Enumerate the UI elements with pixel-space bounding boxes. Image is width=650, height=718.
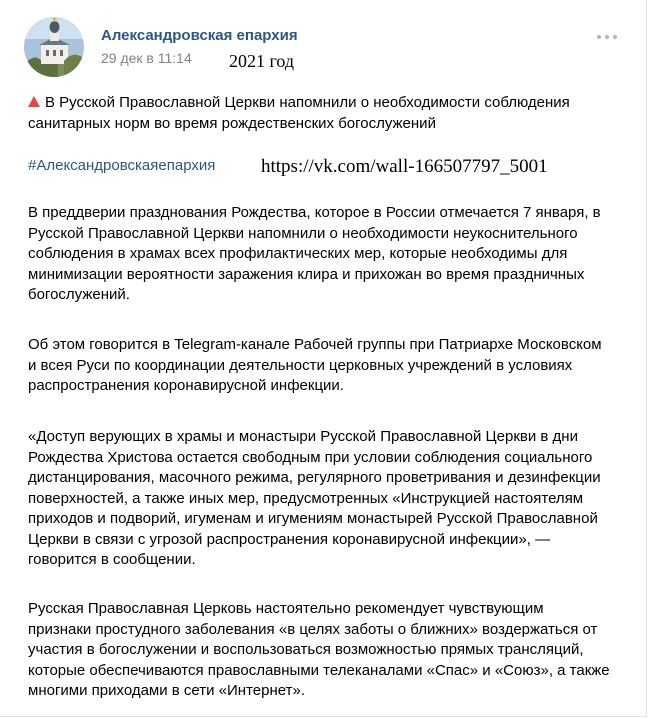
avatar[interactable]: [24, 17, 84, 77]
paragraph-line: В преддверии празднования Рождества, которое в России отмечается 7 января, в: [28, 204, 601, 221]
paragraph-line: распространения коронавирусной инфекции.: [28, 377, 344, 394]
post-title-line: В Русской Православной Церкви напомнили о необходимости соблюдения: [28, 93, 628, 114]
paragraph-line: минимизации вероятности заражения клира и прихожан во время праздничных: [28, 265, 585, 283]
paragraph-line: Русской Православной Церкви напомнили о необходимости неукоснительного: [28, 224, 578, 242]
paragraph-line: поверхностей, а также иных мер, предусмотренных «Инструкцией настоятелям: [28, 489, 584, 507]
post-title: [28, 93, 628, 134]
paragraph-line: соблюдения в храмах всех профилактических мер, которые необходимы для: [28, 245, 568, 262]
author-name[interactable]: Александровская епархия: [101, 27, 298, 44]
more-dots-icon[interactable]: [597, 29, 617, 45]
hashtag-link[interactable]: #Александровскаяепархия: [28, 157, 216, 174]
paragraph-line: многими приходами в сети «Интернет».: [28, 682, 305, 699]
paragraph-line: которые обеспечиваются православными телеканалами «Спас» и «Союз», а также: [28, 661, 610, 679]
year-annotation: 2021 год: [229, 51, 295, 71]
paragraph-2: [28, 335, 628, 397]
paragraph-line: признаки простудного заболевания «в целях заботы о ближних» воздержаться от: [28, 620, 598, 638]
paragraph-4: [28, 599, 628, 702]
url-annotation: https://vk.com/wall-166507797_5001: [261, 156, 548, 177]
paragraph-line: участия в богослужении и воспользоваться возможностью прямых трансляций,: [28, 641, 584, 658]
post-title-line: санитарных норм во время рождественских богослужений: [28, 114, 436, 132]
paragraph-line: богослужений.: [28, 286, 130, 303]
paragraph-line: дистанцирования, масочного режима, регулярного проветривания и дезинфекции: [28, 469, 601, 486]
paragraph-line: Церкви в связи с угрозой распространения коронавирусной инфекции», —: [28, 530, 551, 548]
paragraph-line: Рождества Христова остается свободным при условии соблюдения социального: [28, 448, 593, 466]
paragraph-line: «Доступ верующих в храмы и монастыри Русской Православной Церкви в дни: [28, 428, 578, 445]
paragraph-line: Русская Православная Церковь настоятельно рекомендует чувствующим: [28, 600, 544, 617]
church-avatar-icon: [24, 17, 84, 77]
paragraph-line: Об этом говорится в Telegram-канале Рабочей группы при Патриархе Московском: [28, 336, 602, 353]
paragraph-line: говорится в сообщении.: [28, 551, 196, 568]
paragraph-3: [28, 427, 628, 571]
paragraph-line: и всея Руси по координации деятельности церковных учреждений в условиях: [28, 356, 573, 374]
paragraph-line: приходов и подворий, игуменам и игумениям монастырей Русской Православной: [28, 510, 598, 527]
red-triangle-icon: [28, 96, 40, 107]
paragraph-1: [28, 203, 628, 306]
post-date[interactable]: 29 дек в 11:14: [101, 50, 192, 66]
